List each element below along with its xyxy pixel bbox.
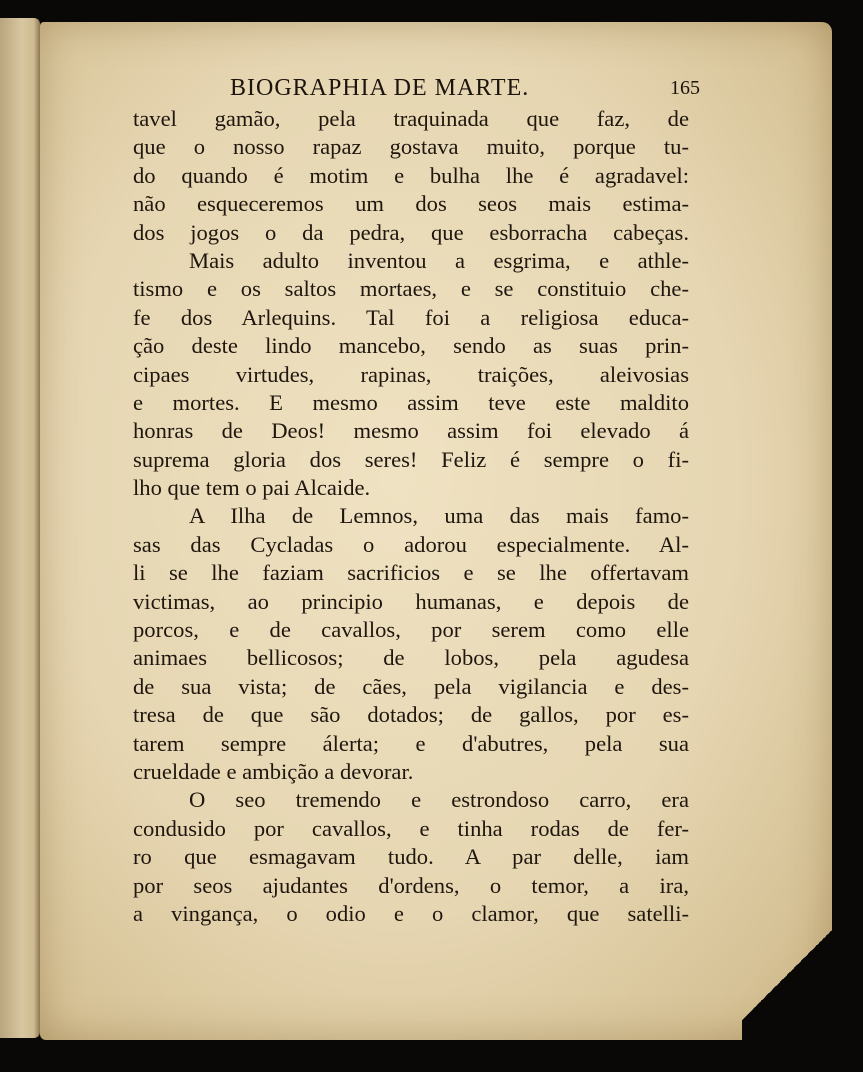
- text-line: Mais adulto inventou a esgrima, e athle-: [189, 247, 689, 273]
- text-line: ro que esmagavam tudo. A par delle, iam: [133, 844, 689, 870]
- text-line: victimas, ao principio humanas, e depois de: [133, 588, 689, 614]
- text-line: não esqueceremos um dos seos mais estima-: [133, 191, 689, 217]
- text-line: tismo e os saltos mortaes, e se constituio che-: [133, 276, 689, 302]
- previous-page-edge: [0, 18, 40, 1038]
- text-line: a vingança, o odio e o clamor, que satelli-: [133, 900, 689, 926]
- text-line: tresa de que são dotados; de gallos, por es-: [133, 702, 689, 728]
- text-line: tarem sempre álerta; e d'abutres, pela sua: [133, 730, 689, 756]
- text-line: que o nosso rapaz gostava muito, porque tu-: [133, 134, 689, 160]
- text-line: porcos, e de cavallos, por serem como elle: [133, 617, 689, 643]
- text-line: animaes bellicosos; de lobos, pela agudesa: [133, 645, 689, 671]
- text-line: suprema gloria dos seres! Feliz é sempre o fi-: [133, 446, 689, 472]
- text-line: tavel gamão, pela traquinada que faz, de: [133, 106, 689, 131]
- text-line: A Ilha de Lemnos, uma das mais famo-: [189, 503, 689, 529]
- text-line: li se lhe faziam sacrificios e se lhe offertavam: [133, 560, 689, 586]
- text-line: por seos ajudantes d'ordens, o temor, a ira,: [133, 872, 689, 898]
- text-line: de sua vista; de cães, pela vigilancia e des-: [133, 673, 689, 699]
- text-line: fe dos Arlequins. Tal foi a religiosa educa-: [133, 304, 689, 330]
- running-head: BIOGRAPHIA DE MARTE.: [230, 75, 530, 101]
- text-line: do quando é motim e bulha lhe é agradavel:: [133, 162, 689, 188]
- text-line: ção deste lindo mancebo, sendo as suas prin-: [133, 333, 689, 359]
- page-header: [230, 75, 700, 103]
- page-number: 165: [670, 77, 700, 99]
- body-text: [133, 105, 689, 928]
- text-line: e mortes. E mesmo assim teve este maldito: [133, 389, 689, 415]
- text-line: sas das Cycladas o adorou especialmente. Al-: [133, 531, 689, 557]
- text-line: cipaes virtudes, rapinas, traições, aleivosias: [133, 361, 689, 387]
- text-line: honras de Deos! mesmo assim foi elevado á: [133, 418, 689, 444]
- text-line: lho que tem o pai Alcaide.: [133, 475, 371, 501]
- text-line: dos jogos o da pedra, que esborracha cabeças.: [133, 219, 689, 245]
- text-line: O seo tremendo e estrondoso carro, era: [189, 787, 689, 813]
- text-line: crueldade e ambição a devorar.: [133, 758, 414, 784]
- text-line: condusido por cavallos, e tinha rodas de fer-: [133, 815, 689, 841]
